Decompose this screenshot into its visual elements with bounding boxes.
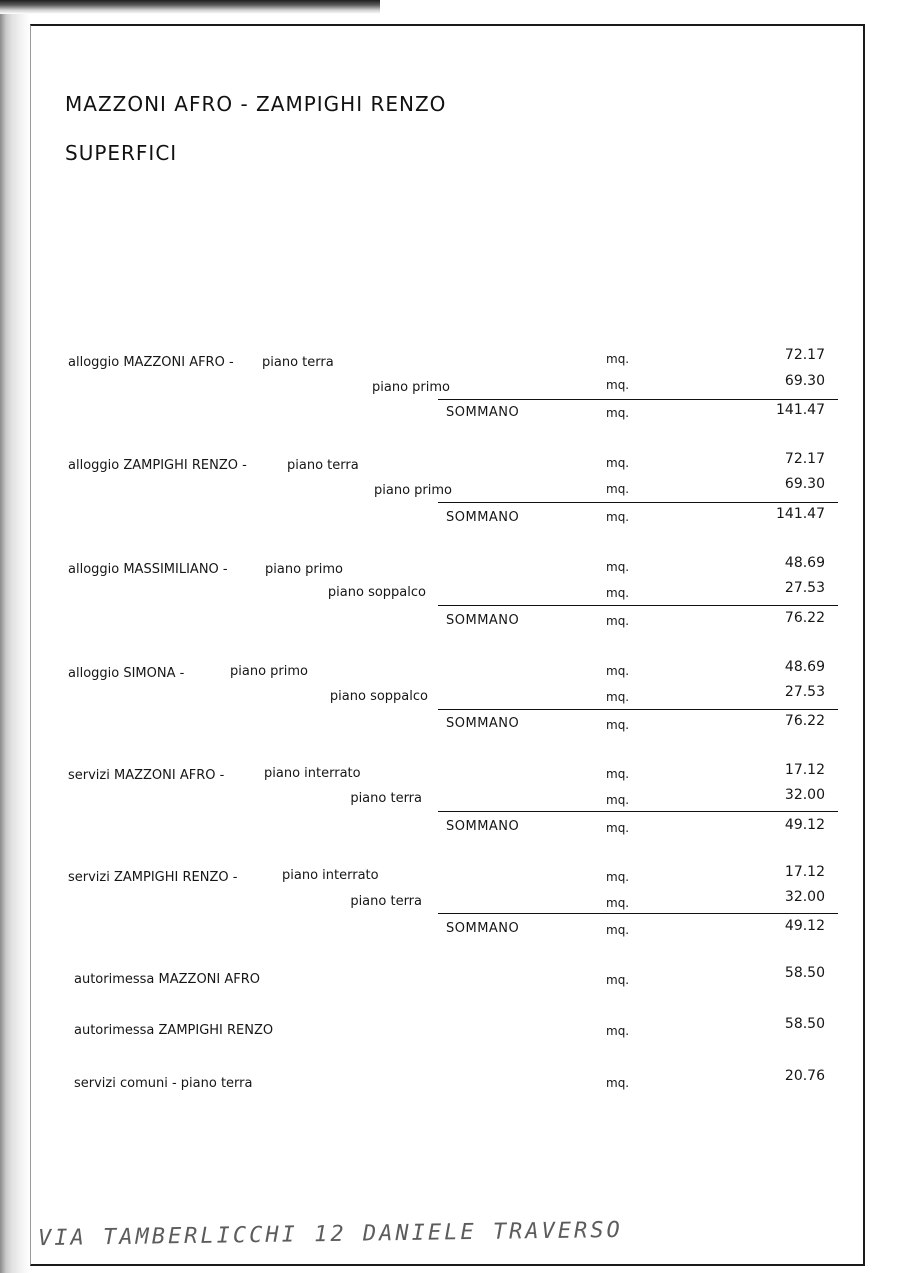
group-label: alloggio ZAMPIGHI RENZO -	[68, 458, 247, 473]
second-value: 32.00	[784, 787, 825, 803]
first-value: 48.69	[784, 659, 825, 675]
total-value: 76.22	[784, 610, 825, 626]
unit-label: mq.	[606, 406, 630, 420]
group-first-floor: piano primo	[265, 562, 343, 577]
single-label: servizi comuni - piano terra	[74, 1076, 253, 1091]
unit-label: mq.	[606, 664, 630, 678]
group-first-floor: piano terra	[287, 458, 359, 473]
unit-label: mq.	[606, 870, 630, 884]
total-value: 49.12	[784, 918, 825, 934]
page-subtitle: SUPERFICI	[65, 141, 178, 165]
group-first-floor: piano primo	[230, 664, 308, 679]
group-label: alloggio MASSIMILIANO -	[68, 562, 228, 577]
single-label: autorimessa ZAMPIGHI RENZO	[74, 1023, 274, 1038]
unit-label: mq.	[606, 510, 630, 524]
sum-rule	[438, 605, 838, 606]
group-first-floor: piano terra	[262, 355, 334, 370]
group-second-floor: piano terra	[350, 894, 422, 909]
unit-label: mq.	[606, 482, 630, 496]
sum-label: SOMMANO	[446, 921, 520, 936]
group-second-floor: piano terra	[350, 791, 422, 806]
sum-label: SOMMANO	[446, 405, 520, 420]
unit-label: mq.	[606, 614, 630, 628]
total-value: 76.22	[784, 713, 825, 729]
sum-label: SOMMANO	[446, 613, 520, 628]
total-value: 141.47	[776, 506, 825, 522]
second-value: 69.30	[784, 476, 825, 492]
second-value: 69.30	[784, 373, 825, 389]
unit-label: mq.	[606, 1024, 630, 1038]
first-value: 72.17	[784, 347, 825, 363]
unit-label: mq.	[606, 352, 630, 366]
first-value: 17.12	[784, 864, 825, 880]
group-label: alloggio MAZZONI AFRO -	[68, 355, 234, 370]
sum-rule	[438, 811, 838, 812]
single-value: 20.76	[784, 1068, 825, 1084]
group-second-floor: piano soppalco	[327, 585, 426, 600]
page-title: MAZZONI AFRO - ZAMPIGHI RENZO	[65, 92, 447, 116]
scan-shadow-left	[0, 0, 30, 1273]
sum-label: SOMMANO	[446, 510, 520, 525]
second-value: 27.53	[784, 684, 825, 700]
unit-label: mq.	[606, 923, 630, 937]
unit-label: mq.	[606, 456, 630, 470]
unit-label: mq.	[606, 586, 630, 600]
group-label: alloggio SIMONA -	[68, 666, 185, 681]
sum-label: SOMMANO	[446, 819, 520, 834]
unit-label: mq.	[606, 718, 630, 732]
unit-label: mq.	[606, 821, 630, 835]
total-value: 141.47	[776, 402, 825, 418]
scan-shadow-top	[0, 0, 380, 14]
single-label: autorimessa MAZZONI AFRO	[74, 972, 260, 987]
group-label: servizi MAZZONI AFRO -	[68, 768, 225, 783]
total-value: 49.12	[784, 817, 825, 833]
sum-rule	[438, 502, 838, 503]
single-value: 58.50	[784, 965, 825, 981]
group-second-floor: piano soppalco	[329, 689, 428, 704]
single-value: 58.50	[784, 1016, 825, 1032]
second-value: 27.53	[784, 580, 825, 596]
first-value: 17.12	[784, 762, 825, 778]
group-first-floor: piano interrato	[282, 868, 379, 883]
unit-label: mq.	[606, 690, 630, 704]
sum-label: SOMMANO	[446, 716, 520, 731]
unit-label: mq.	[606, 378, 630, 392]
first-value: 48.69	[784, 555, 825, 571]
unit-label: mq.	[606, 767, 630, 781]
second-value: 32.00	[784, 889, 825, 905]
unit-label: mq.	[606, 973, 630, 987]
unit-label: mq.	[606, 896, 630, 910]
group-first-floor: piano interrato	[264, 766, 361, 781]
group-second-floor: piano primo	[372, 380, 450, 395]
unit-label: mq.	[606, 560, 630, 574]
unit-label: mq.	[606, 793, 630, 807]
group-second-floor: piano primo	[374, 483, 452, 498]
unit-label: mq.	[606, 1076, 630, 1090]
sum-rule	[438, 709, 838, 710]
sum-rule	[438, 399, 838, 400]
first-value: 72.17	[784, 451, 825, 467]
handwritten-address-signature: VIA TAMBERLICCHI 12 DANIELE TRAVERSO	[37, 1217, 623, 1252]
sum-rule	[438, 913, 838, 914]
group-label: servizi ZAMPIGHI RENZO -	[68, 870, 238, 885]
